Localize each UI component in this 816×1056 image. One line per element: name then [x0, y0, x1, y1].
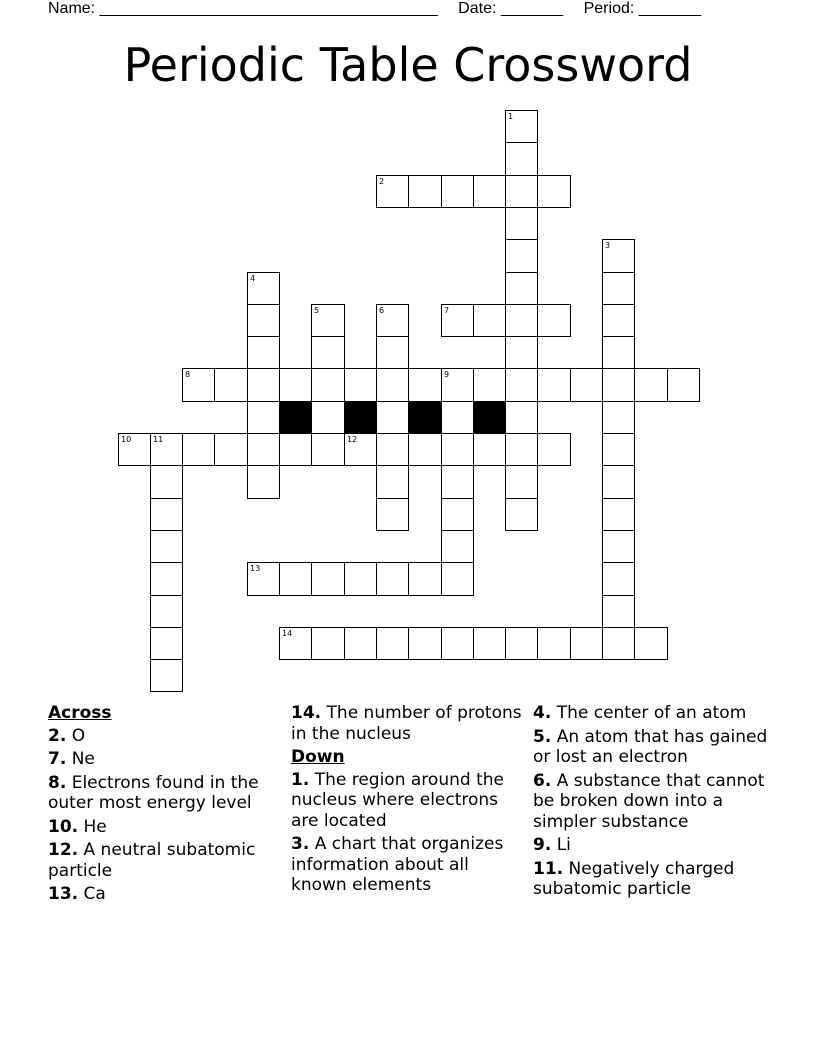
clue-number-label: 14.	[291, 703, 322, 723]
grid-cell[interactable]	[311, 336, 345, 369]
clue-text: Electrons found in the outer most energy level	[48, 772, 259, 813]
grid-cell[interactable]	[247, 562, 280, 596]
clue-text: The number of protons in the nucleus	[291, 703, 522, 744]
clues-column-1	[48, 703, 283, 908]
grid-cell[interactable]	[505, 368, 538, 402]
clue-item	[48, 773, 283, 814]
grid-cell[interactable]	[150, 627, 183, 660]
clue-number-label: 8.	[48, 772, 67, 793]
grid-cell[interactable]	[473, 627, 506, 660]
grid-cell[interactable]	[441, 433, 474, 466]
grid-cell[interactable]	[311, 368, 345, 402]
grid-cell[interactable]	[602, 272, 635, 305]
clue-text: Li	[551, 835, 571, 855]
grid-cell[interactable]	[118, 433, 151, 466]
across-heading: Across	[48, 703, 112, 723]
clue-text: The region around the nucleus where electrons are located	[291, 769, 504, 831]
clue-text: A chart that organizes information about all known elements	[291, 834, 504, 895]
clues-column-3	[533, 703, 768, 903]
grid-cell[interactable]	[441, 175, 474, 208]
clue-number: 12	[347, 435, 358, 444]
clue-item	[533, 727, 768, 768]
grid-cell[interactable]	[376, 465, 409, 499]
clue-number-label: 10.	[48, 816, 79, 837]
clue-text: O	[66, 725, 86, 746]
grid-cell[interactable]	[408, 433, 442, 466]
grid-cell[interactable]	[344, 433, 377, 466]
grid-cell[interactable]	[537, 304, 571, 337]
grid-cell[interactable]	[150, 595, 183, 628]
name-field-label: Name: ______________________________________	[48, 0, 438, 17]
black-cell	[408, 401, 442, 434]
grid-cell[interactable]	[344, 368, 377, 402]
clue-item	[48, 884, 283, 905]
clue-item	[48, 749, 283, 770]
header-fields	[48, 0, 717, 18]
grid-cell[interactable]	[634, 627, 668, 660]
grid-cell[interactable]	[150, 465, 183, 499]
grid-cell[interactable]	[311, 401, 345, 434]
grid-cell[interactable]	[505, 433, 538, 466]
grid-cell[interactable]	[602, 595, 635, 628]
clue-text: He	[78, 816, 107, 837]
grid-cell[interactable]	[376, 433, 409, 466]
grid-cell[interactable]	[537, 433, 571, 466]
clue-number: 8	[185, 370, 191, 379]
grid-cell[interactable]	[150, 530, 183, 563]
grid-cell[interactable]	[311, 433, 345, 466]
grid-cell[interactable]	[247, 401, 280, 434]
date-field-label: Date: _______	[458, 0, 564, 17]
clue-number-label: 7.	[48, 749, 67, 769]
clue-number: 2	[379, 177, 385, 186]
clue-item	[291, 770, 526, 832]
grid-cell[interactable]	[667, 368, 700, 402]
grid-cell[interactable]	[602, 498, 635, 531]
grid-cell[interactable]	[247, 465, 280, 499]
clue-number: 7	[444, 306, 450, 315]
grid-cell[interactable]	[214, 433, 248, 466]
clue-item	[48, 840, 283, 881]
clue-number: 10	[121, 435, 132, 444]
grid-cell[interactable]	[311, 562, 345, 596]
black-cell	[473, 401, 506, 434]
grid-cell[interactable]	[344, 627, 377, 660]
grid-cell[interactable]	[441, 401, 474, 434]
grid-cell[interactable]	[441, 530, 474, 563]
clue-number-label: 6.	[533, 770, 552, 791]
clue-text: A substance that cannot be broken down into a simpler substance	[533, 770, 765, 832]
clue-number: 5	[314, 306, 320, 315]
grid-cell[interactable]	[473, 304, 506, 337]
grid-cell[interactable]	[279, 562, 312, 596]
clue-item	[533, 859, 768, 900]
clue-item	[291, 703, 526, 744]
grid-cell[interactable]	[505, 498, 538, 531]
grid-cell[interactable]	[441, 465, 474, 499]
clue-number-label: 9.	[533, 835, 552, 855]
grid-cell[interactable]	[537, 175, 571, 208]
grid-cell[interactable]	[505, 465, 538, 499]
grid-cell[interactable]	[376, 175, 409, 208]
grid-cell[interactable]	[602, 627, 635, 660]
period-field-label: Period: _______	[583, 0, 702, 17]
clue-number-label: 12.	[48, 840, 79, 860]
grid-cell[interactable]	[505, 336, 538, 369]
clue-number: 14	[282, 629, 293, 638]
grid-cell[interactable]	[182, 368, 215, 402]
clue-number-label: 3.	[291, 834, 310, 854]
grid-cell[interactable]	[376, 368, 409, 402]
grid-cell[interactable]	[537, 627, 571, 660]
grid-cell[interactable]	[602, 239, 635, 273]
grid-cell[interactable]	[537, 368, 571, 402]
grid-cell[interactable]	[505, 304, 538, 337]
clue-number-label: 4.	[533, 703, 552, 723]
grid-cell[interactable]	[408, 562, 442, 596]
grid-cell[interactable]	[247, 304, 280, 337]
grid-cell[interactable]	[634, 368, 668, 402]
grid-cell[interactable]	[441, 627, 474, 660]
grid-cell[interactable]	[311, 304, 345, 337]
black-cell	[344, 401, 377, 434]
clue-item	[533, 703, 768, 724]
clue-text: Ca	[78, 884, 106, 904]
clue-number: 9	[444, 370, 450, 379]
grid-cell[interactable]	[247, 336, 280, 369]
grid-cell[interactable]	[247, 272, 280, 305]
grid-cell[interactable]	[441, 304, 474, 337]
grid-cell[interactable]	[505, 110, 538, 143]
grid-cell[interactable]	[247, 433, 280, 466]
grid-cell[interactable]	[505, 239, 538, 273]
grid-cell[interactable]	[344, 562, 377, 596]
grid-cell[interactable]	[473, 368, 506, 402]
grid-cell[interactable]	[602, 368, 635, 402]
grid-cell[interactable]	[473, 433, 506, 466]
grid-cell[interactable]	[505, 175, 538, 208]
grid-cell[interactable]	[214, 368, 248, 402]
black-cell	[279, 401, 312, 434]
clue-number: 11	[153, 435, 164, 444]
grid-cell[interactable]	[473, 175, 506, 208]
clue-text: A neutral subatomic particle	[48, 840, 256, 881]
grid-cell[interactable]	[441, 562, 474, 596]
clue-number-label: 11.	[533, 858, 564, 879]
clue-text: Negatively charged subatomic particle	[533, 858, 735, 899]
grid-cell[interactable]	[376, 627, 409, 660]
grid-cell[interactable]	[441, 498, 474, 531]
grid-cell[interactable]	[408, 627, 442, 660]
grid-cell[interactable]	[376, 562, 409, 596]
clue-text: An atom that has gained or lost an electron	[533, 726, 768, 767]
grid-cell[interactable]	[311, 627, 345, 660]
grid-cell[interactable]	[602, 304, 635, 337]
clue-number: 1	[508, 112, 514, 121]
clue-number: 3	[605, 241, 611, 250]
grid-cell[interactable]	[279, 627, 312, 660]
grid-cell[interactable]	[150, 433, 183, 466]
grid-cell[interactable]	[408, 368, 442, 402]
grid-cell[interactable]	[408, 175, 442, 208]
grid-cell[interactable]	[279, 433, 312, 466]
clue-item	[48, 817, 283, 838]
grid-cell[interactable]	[570, 627, 603, 660]
grid-cell[interactable]	[505, 401, 538, 434]
clue-item	[533, 771, 768, 833]
clue-number: 13	[250, 564, 261, 573]
grid-cell[interactable]	[182, 433, 215, 466]
grid-cell[interactable]	[602, 562, 635, 596]
grid-cell[interactable]	[247, 368, 280, 402]
down-heading: Down	[291, 747, 345, 767]
clues-column-2	[291, 703, 526, 899]
grid-cell[interactable]	[602, 433, 635, 466]
clue-item	[291, 834, 526, 896]
clue-number-label: 2.	[48, 725, 67, 746]
grid-cell[interactable]	[602, 336, 635, 369]
grid-cell[interactable]	[150, 659, 183, 692]
grid-cell[interactable]	[602, 465, 635, 499]
clue-item	[48, 726, 283, 747]
grid-cell[interactable]	[602, 401, 635, 434]
clue-number-label: 1.	[291, 769, 310, 790]
grid-cell[interactable]	[376, 336, 409, 369]
clue-number-label: 5.	[533, 726, 552, 747]
grid-cell[interactable]	[505, 627, 538, 660]
clue-number-label: 13.	[48, 884, 79, 904]
grid-cell[interactable]	[376, 498, 409, 531]
grid-cell[interactable]	[570, 368, 603, 402]
grid-cell[interactable]	[279, 368, 312, 402]
clue-number: 4	[250, 274, 256, 283]
grid-cell[interactable]	[376, 304, 409, 337]
clue-text: The center of an atom	[551, 703, 747, 723]
grid-cell[interactable]	[376, 401, 409, 434]
grid-cell[interactable]	[602, 530, 635, 563]
clue-text: Ne	[66, 749, 95, 769]
grid-cell[interactable]	[441, 368, 474, 402]
grid-cell[interactable]	[150, 498, 183, 531]
grid-cell[interactable]	[150, 562, 183, 596]
clue-number: 6	[379, 306, 385, 315]
grid-cell[interactable]	[505, 207, 538, 240]
clue-item	[533, 835, 768, 856]
grid-cell[interactable]	[505, 142, 538, 176]
page-title: Periodic Table Crossword	[123, 38, 693, 92]
grid-cell[interactable]	[505, 272, 538, 305]
